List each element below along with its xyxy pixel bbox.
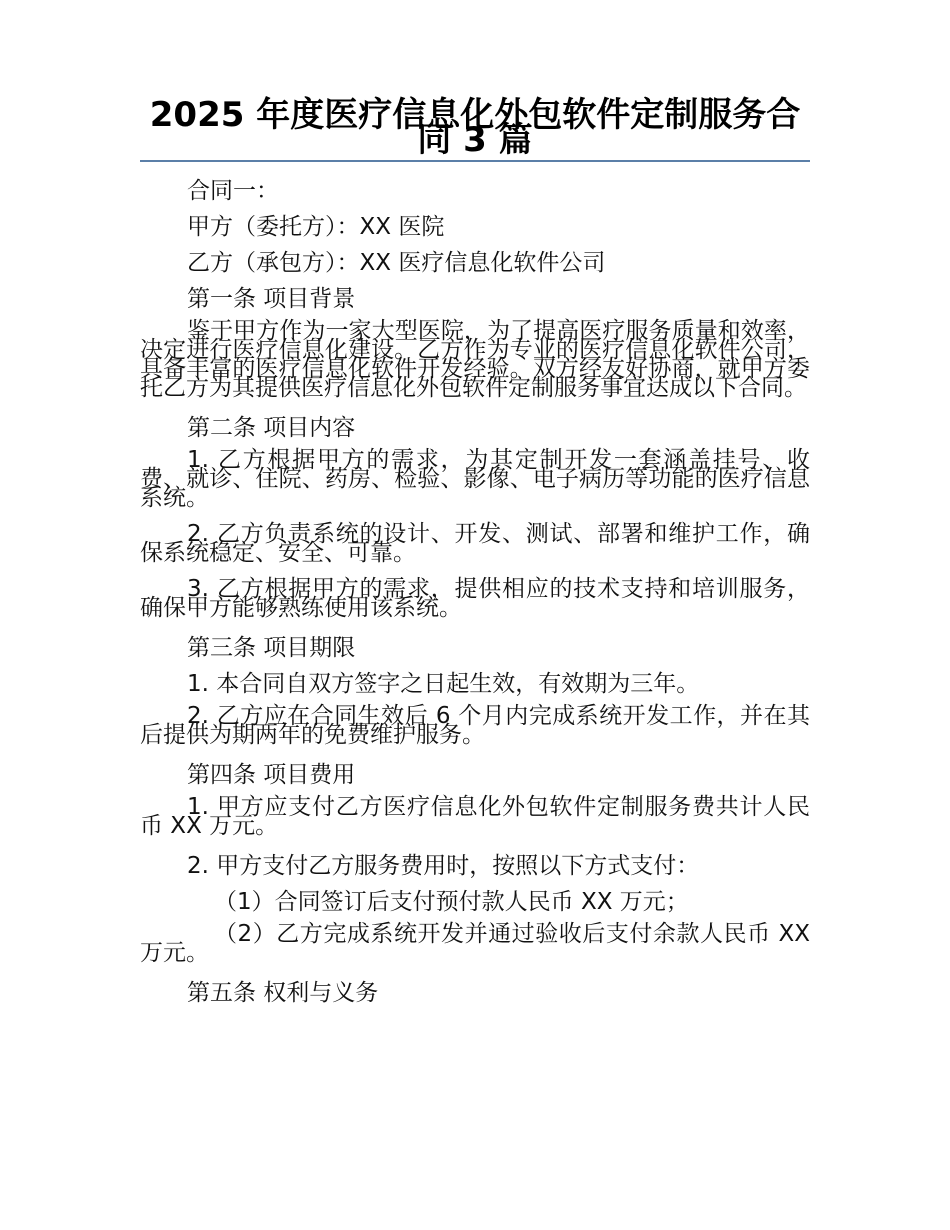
article-heading: 第二条 项目内容 — [187, 415, 356, 441]
party-b-line: 乙方（承包方）：XX 医疗信息化软件公司 — [187, 250, 606, 276]
body-paragraph: 1. 甲方应支付乙方医疗信息化外包软件定制服务费共计人民币 XX 万元。 — [140, 794, 810, 839]
body-paragraph: 1. 乙方根据甲方的需求，为其定制开发一套涵盖挂号、收费、就诊、住院、药房、检验、影像、电子病历等功能的医疗信息系统。 — [140, 447, 810, 511]
document-body — [140, 178, 810, 1016]
body-paragraph: 2. 甲方支付乙方服务费用时，按照以下方式支付： — [187, 853, 700, 879]
article-heading: 第一条 项目背景 — [187, 286, 356, 312]
title-divider — [140, 160, 810, 162]
body-paragraph: 1. 本合同自双方签字之日起生效，有效期为三年。 — [187, 671, 700, 697]
payment-item: （1）合同签订后支付预付款人民币 XX 万元； — [214, 889, 689, 915]
contract-heading: 合同一： — [187, 178, 279, 204]
article-heading: 第三条 项目期限 — [187, 635, 356, 661]
body-paragraph: 3. 乙方根据甲方的需求，提供相应的技术支持和培训服务，确保甲方能够熟练使用该系统。 — [140, 576, 810, 621]
article-heading: 第五条 权利与义务 — [187, 980, 379, 1006]
body-paragraph: 鉴于甲方作为一家大型医院，为了提高医疗服务质量和效率，决定进行医疗信息化建设。乙方作为专业的医疗信息化软件公司，具备丰富的医疗信息化软件开发经验。双方经友好协商，就甲方委托乙方为其提供医疗信息化外包软件定制服务事宜达成以下合同。 — [140, 318, 810, 401]
party-a-line: 甲方（委托方）：XX 医院 — [187, 214, 445, 240]
body-paragraph: 2. 乙方应在合同生效后 6 个月内完成系统开发工作，并在其后提供为期两年的免费维护服务。 — [140, 703, 810, 748]
body-paragraph: 2. 乙方负责系统的设计、开发、测试、部署和维护工作，确保系统稳定、安全、可靠。 — [140, 521, 810, 566]
article-heading: 第四条 项目费用 — [187, 762, 356, 788]
payment-item: （2）乙方完成系统开发并通过验收后支付余款人民币 XX 万元。 — [140, 921, 810, 966]
document-title: 2025 年度医疗信息化外包软件定制服务合同 3 篇 — [149, 95, 801, 160]
